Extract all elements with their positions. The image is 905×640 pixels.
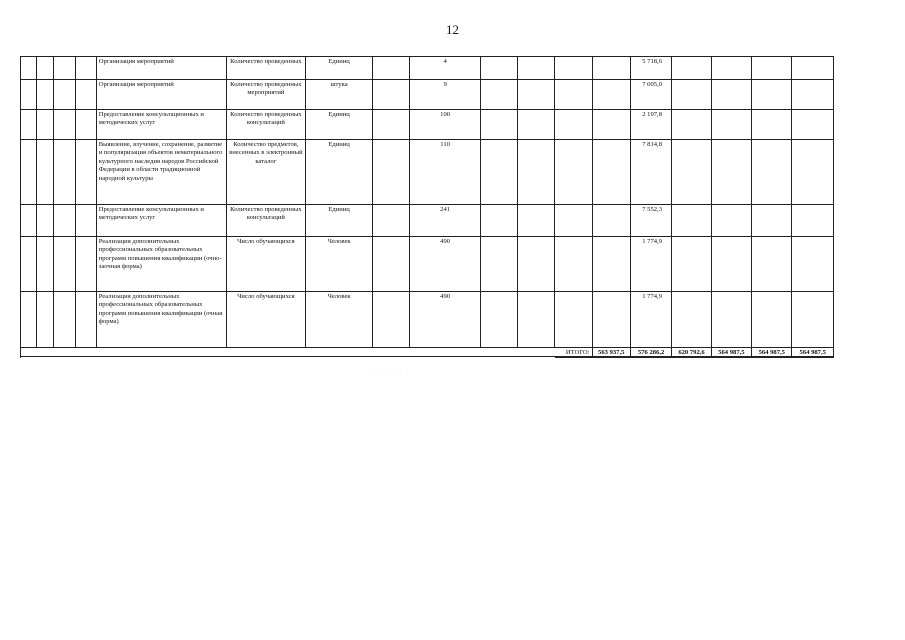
empty-cell: [54, 237, 75, 292]
empty-cell: [711, 140, 751, 205]
total-label: ИТОГО:: [555, 348, 592, 358]
empty-cell: [752, 80, 792, 110]
service-name: Выявление, изучение, сохранение, развитие и популяризация объектов нематериального культурного наследия народов Российской Федерации в области традиционной народной культуры: [96, 140, 226, 205]
empty-cell: [555, 237, 592, 292]
empty-cell: [373, 237, 409, 292]
empty-cell: [792, 205, 834, 237]
empty-cell: [75, 237, 96, 292]
total-value: 564 987,5: [792, 348, 834, 358]
table-row: [21, 110, 834, 140]
empty-cell: [517, 140, 554, 205]
empty-cell: [481, 237, 517, 292]
cost: 7 005,0: [630, 80, 671, 110]
empty-cell: [54, 140, 75, 205]
cost: 7 814,8: [630, 140, 671, 205]
empty-cell: [54, 205, 75, 237]
unit: Единиц: [305, 140, 373, 205]
empty-cell: [792, 237, 834, 292]
empty-cell: [752, 110, 792, 140]
empty-cell: [672, 57, 711, 80]
empty-cell: [37, 292, 54, 348]
unit: Человек: [305, 292, 373, 348]
empty-cell: [37, 110, 54, 140]
empty-cell: [592, 205, 630, 237]
empty-cell: [592, 57, 630, 80]
empty-cell: [592, 237, 630, 292]
empty-cell: [481, 57, 517, 80]
unit: штука: [305, 80, 373, 110]
total-value: 564 987,5: [711, 348, 751, 358]
empty-cell: [37, 140, 54, 205]
empty-cell: [555, 110, 592, 140]
empty-cell: [75, 205, 96, 237]
empty-cell: [21, 205, 37, 237]
empty-cell: [592, 292, 630, 348]
empty-cell: [752, 140, 792, 205]
empty-cell: [517, 205, 554, 237]
indicator: Количество предметов, внесенных в электронный каталог: [227, 140, 306, 205]
empty-cell: [517, 57, 554, 80]
scan-smudge: · · · · · ·: [372, 372, 411, 377]
empty-cell: [21, 237, 37, 292]
unit: Единиц: [305, 57, 373, 80]
cost: 2 197,8: [630, 110, 671, 140]
empty-cell: [481, 80, 517, 110]
empty-cell: [555, 140, 592, 205]
table-row: [21, 57, 834, 80]
empty-cell: [752, 205, 792, 237]
empty-cell: [711, 110, 751, 140]
empty-cell: [75, 80, 96, 110]
cost: 5 718,6: [630, 57, 671, 80]
service-name: Организация мероприятий: [96, 57, 226, 80]
cost: 1 774,9: [630, 292, 671, 348]
empty-cell: [21, 110, 37, 140]
service-name: Реализация дополнительных профессиональных образовательных программ повышения квалификации (очно-заочная форма): [96, 237, 226, 292]
service-name: Предоставление консультационных и методических услуг: [96, 110, 226, 140]
empty-cell: [592, 80, 630, 110]
empty-cell: [517, 80, 554, 110]
empty-cell: [752, 57, 792, 80]
bottom-rule: [20, 356, 834, 357]
empty-cell: [54, 110, 75, 140]
empty-cell: [792, 110, 834, 140]
unit: Единиц: [305, 205, 373, 237]
quantity: 4: [409, 57, 481, 80]
empty-cell: [373, 205, 409, 237]
empty-cell: [37, 80, 54, 110]
empty-cell: [555, 80, 592, 110]
empty-cell: [711, 57, 751, 80]
empty-cell: [75, 110, 96, 140]
empty-cell: [54, 57, 75, 80]
empty-cell: [481, 110, 517, 140]
table-row: [21, 237, 834, 292]
service-name: Организация мероприятий: [96, 80, 226, 110]
empty-cell: [711, 205, 751, 237]
table-row: [21, 205, 834, 237]
unit: Человек: [305, 237, 373, 292]
empty-cell: [75, 57, 96, 80]
empty-cell: [373, 57, 409, 80]
empty-cell: [481, 140, 517, 205]
empty-cell: [481, 292, 517, 348]
empty-cell: [672, 110, 711, 140]
empty-cell: [21, 292, 37, 348]
empty-cell: [752, 292, 792, 348]
cost: 1 774,9: [630, 237, 671, 292]
empty-cell: [373, 80, 409, 110]
empty-cell: [373, 110, 409, 140]
quantity: 110: [409, 140, 481, 205]
quantity: 490: [409, 292, 481, 348]
indicator: Количество проведенных: [227, 57, 306, 80]
indicator: Количество проведенных консультаций: [227, 110, 306, 140]
empty-cell: [517, 110, 554, 140]
empty-cell: [711, 237, 751, 292]
service-name: Предоставление консультационных и методических услуг: [96, 205, 226, 237]
quantity: 9: [409, 80, 481, 110]
empty-cell: [481, 205, 517, 237]
indicator: Число обучающихся: [227, 292, 306, 348]
indicator: Количество проведенных консультаций: [227, 205, 306, 237]
empty-cell: [672, 205, 711, 237]
empty-cell: [75, 140, 96, 205]
empty-cell: [517, 237, 554, 292]
empty-cell: [37, 57, 54, 80]
budget-table: [20, 56, 834, 358]
indicator: Число обучающихся: [227, 237, 306, 292]
quantity: 100: [409, 110, 481, 140]
empty-cell: [792, 140, 834, 205]
empty-cell: [672, 140, 711, 205]
total-value: 564 987,5: [752, 348, 792, 358]
empty-cell: [752, 237, 792, 292]
indicator: Количество проведенных мероприятий: [227, 80, 306, 110]
empty-cell: [54, 292, 75, 348]
empty-cell: [555, 205, 592, 237]
empty-cell: [37, 205, 54, 237]
empty-cell: [792, 80, 834, 110]
empty-cell: [592, 140, 630, 205]
empty-cell: [792, 57, 834, 80]
empty-cell: [672, 80, 711, 110]
quantity: 241: [409, 205, 481, 237]
empty-cell: [373, 292, 409, 348]
empty-cell: [555, 292, 592, 348]
empty-cell: [37, 237, 54, 292]
empty-cell: [672, 237, 711, 292]
unit: Единиц: [305, 110, 373, 140]
empty-cell: [517, 292, 554, 348]
empty-cell: [672, 292, 711, 348]
total-value: 563 937,5: [592, 348, 630, 358]
empty-cell: [711, 80, 751, 110]
empty-cell: [21, 80, 37, 110]
table-row: [21, 292, 834, 348]
table-row: [21, 140, 834, 205]
empty-cell: [792, 292, 834, 348]
table-row: [21, 80, 834, 110]
empty-cell: [54, 80, 75, 110]
empty-cell: [21, 57, 37, 80]
empty-cell: [555, 57, 592, 80]
empty-cell: [711, 292, 751, 348]
total-value: 576 286,2: [630, 348, 671, 358]
cost: 7 552,3: [630, 205, 671, 237]
empty-cell: [592, 110, 630, 140]
empty-cell: [373, 140, 409, 205]
service-name: Реализация дополнительных профессиональных образовательных программ повышения квалификации (очная форма): [96, 292, 226, 348]
empty-cell: [75, 292, 96, 348]
page-number: 12: [446, 22, 459, 37]
empty-cell: [21, 140, 37, 205]
quantity: 490: [409, 237, 481, 292]
total-value: 620 792,6: [672, 348, 711, 358]
